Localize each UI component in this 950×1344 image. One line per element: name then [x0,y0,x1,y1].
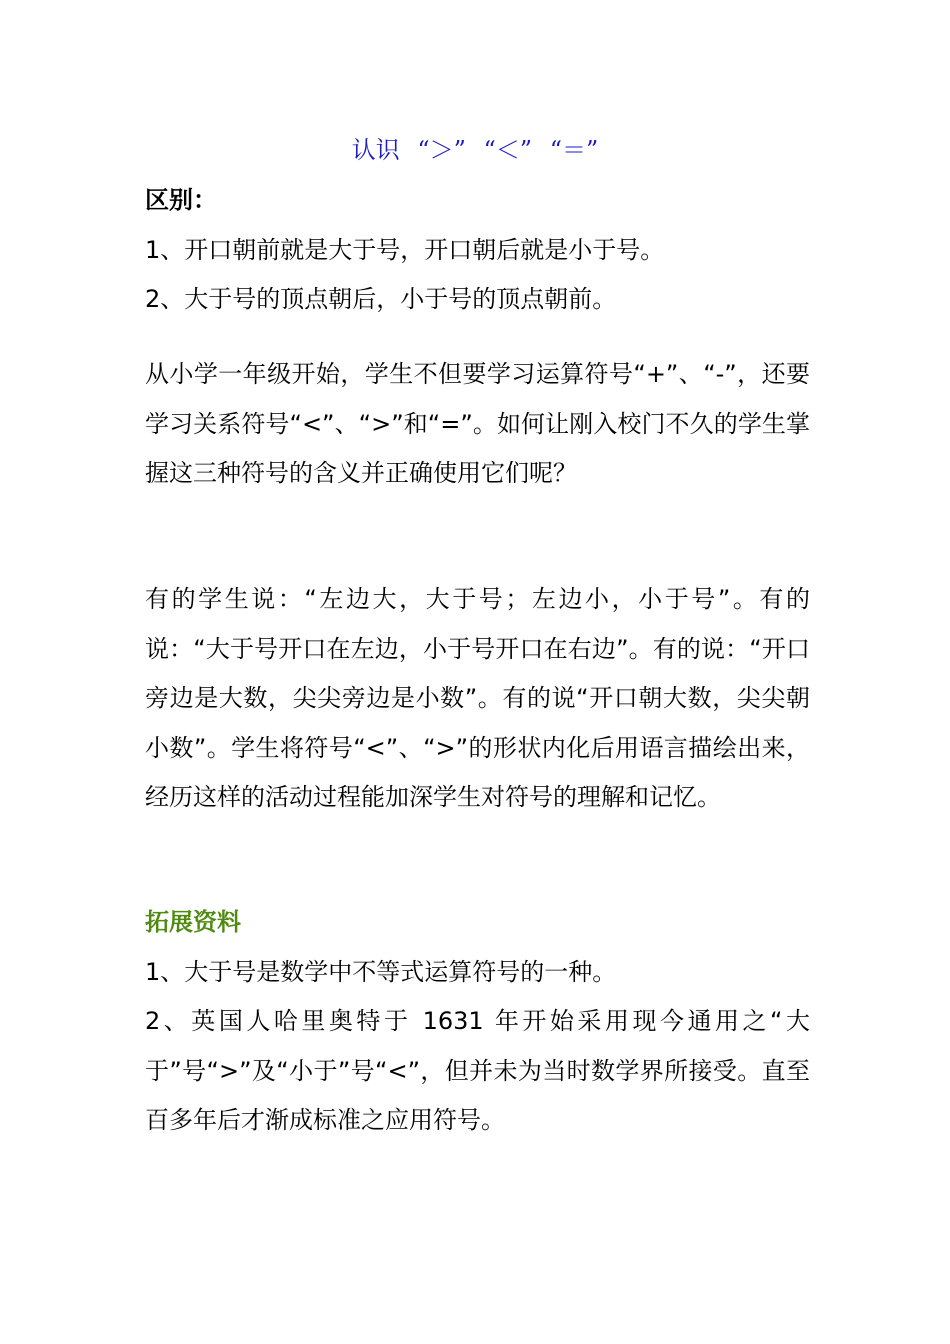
extension-heading: 拓展资料 [145,908,241,936]
extension-item: 2、英国人哈里奥特于 1631 年开始采用现今通用之“大于”号“>”及“小于”号“<”，但并未为当时数学界所接受。直至百多年后才渐成标准之应用符号。 [145,1007,810,1134]
intro-paragraph: 从小学一年级开始，学生不但要学习运算符号“+”、“-”，还要学习关系符号“<”、“>”和“=”。如何让刚入校门不久的学生掌握这三种符号的含义并正确使用它们呢？ [145,360,810,487]
difference-section [145,176,810,325]
difference-item: 1、开口朝前就是大于号，开口朝后就是小于号。 [145,235,665,264]
intro-paragraph-section [145,350,810,499]
extension-section [145,898,810,1146]
student-views-paragraph: 有的学生说：“左边大，大于号；左边小，小于号”。有的说：“大于号开口在左边，小于号开口在右边”。有的说：“开口旁边是大数，尖尖旁边是小数”。有的说“开口朝大数，尖尖朝小数”。学生将符号“<”、“>”的形状内化后用语言描绘出来，经历这样的活动过程能加深学生对符号的理解和记忆。 [145,585,810,811]
difference-item: 2、大于号的顶点朝后，小于号的顶点朝前。 [145,285,617,313]
difference-heading: 区别： [145,186,217,214]
page-title: 认识 “＞” “＜” “＝” [351,136,599,164]
student-views-section [145,575,810,823]
extension-item: 1、大于号是数学中不等式运算符号的一种。 [145,957,617,986]
